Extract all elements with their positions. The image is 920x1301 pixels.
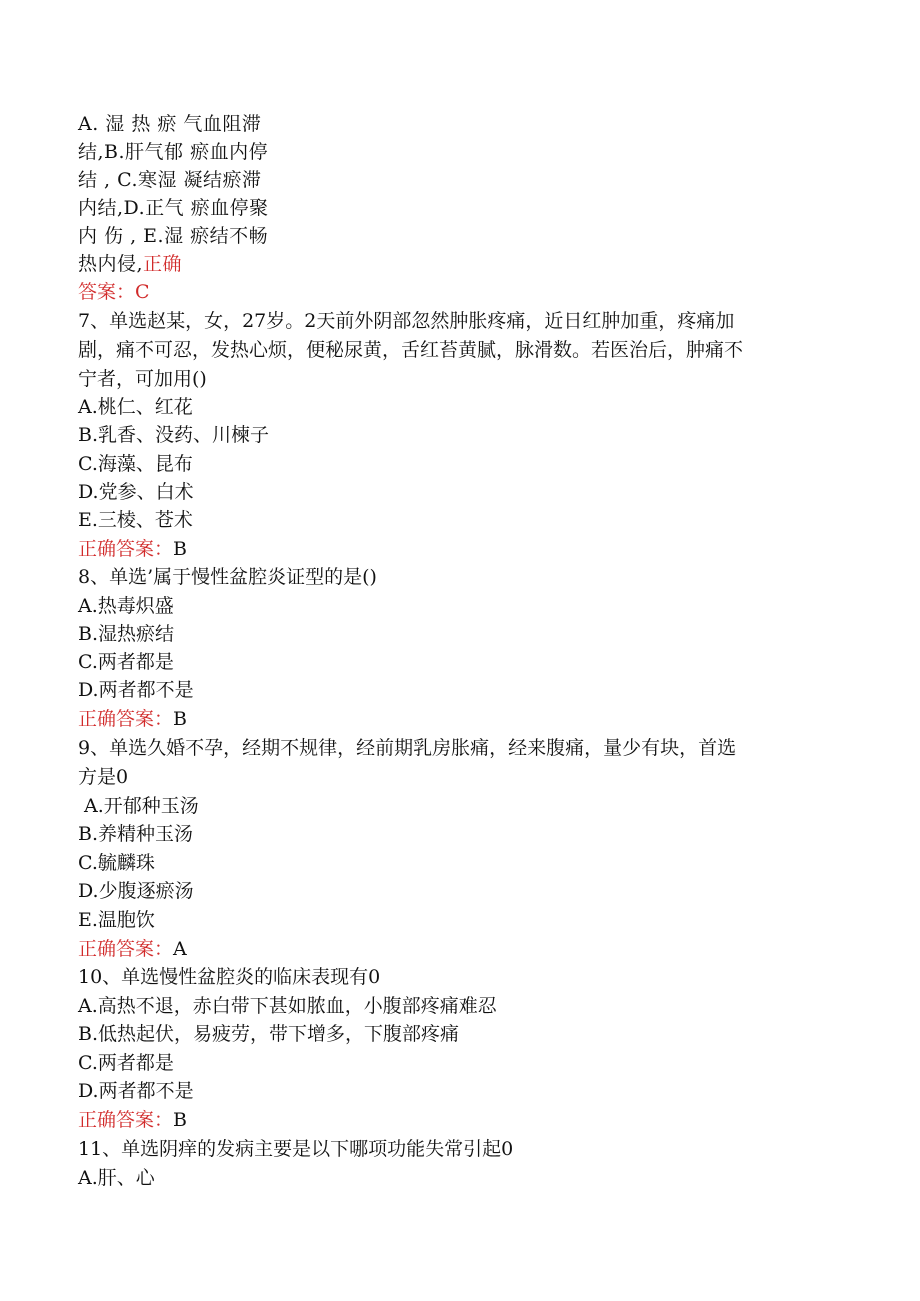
question-9-option: D.少腹逐瘀汤 [78,880,194,902]
question-7-option: B.乳香、没药、川楝子 [78,424,270,446]
option-line: 内结,D.正气 瘀血停聚 [78,197,269,219]
question-7-line: 剧，痛不可忍，发热心烦，便秘尿黄，舌红苔黄腻，脉滑数。若医治后，肿痛不 [78,339,744,361]
option-line: A. 湿 热 瘀 气血阻滞 [78,113,262,135]
question-9-line: 方是0 [78,766,129,788]
question-9-option: A.开郁种玉汤 [78,795,199,817]
question-9-line: 9、单选久婚不孕，经期不规律，经前期乳房胀痛，经来腹痛，量少有块，首选 [78,737,737,759]
option-line: 结,B.肝气郁 瘀血内停 [78,141,269,163]
question-8-option: B.湿热瘀结 [78,623,175,645]
question-11-option: A.肝、心 [78,1167,155,1189]
question-10-option: B.低热起伏，易疲劳，带下增多，下腹部疼痛 [78,1023,460,1045]
answer-line: 答案：C [78,281,150,303]
question-10-option: A.高热不退，赤白带下甚如脓血，小腹部疼痛难忍 [78,995,497,1017]
question-10-answer [78,1106,187,1134]
option-line: 内 伤 , E.湿 瘀结不畅 [78,225,269,247]
question-10-line: 10、单选慢性盆腔炎的临床表现有0 [78,966,381,988]
question-8-option: A.热毒炽盛 [78,595,174,617]
question-7-answer [78,535,187,563]
question-10-option: C.两者都是 [78,1052,174,1074]
question-7-option: A.桃仁、红花 [78,396,193,418]
question-9-option: C.毓麟珠 [78,852,155,874]
option-line: 结 , C.寒湿 凝结瘀滞 [78,169,262,191]
question-7-line: 宁者，可加用() [78,368,207,390]
tail-red-text: 正确 [143,253,183,275]
question-8-option: C.两者都是 [78,651,174,673]
answer-value: B [173,1109,187,1131]
question-9-option: E.温胞饮 [78,909,155,931]
question-7-line: 7、单选赵某，女，27岁。2天前外阴部忽然肿胀疼痛，近日红肿加重，疼痛加 [78,310,735,332]
question-9-answer [78,935,187,963]
answer-label: 正确答案： [78,938,174,960]
question-8-answer [78,705,187,733]
question-8-option: D.两者都不是 [78,679,194,701]
question-7-option: C.海藻、昆布 [78,453,193,475]
tail-text: 热内侵, [78,253,144,275]
question-8-line: 8、单选’属于慢性盆腔炎证型的是() [78,566,377,588]
answer-value: B [173,708,187,730]
option-line-tail [78,250,182,278]
question-10-option: D.两者都不是 [78,1080,194,1102]
answer-value: A [173,938,187,960]
question-7-option: E.三棱、苍术 [78,509,193,531]
answer-label: 正确答案： [78,1109,174,1131]
answer-value: B [173,538,187,560]
question-11-line: 11、单选阴痒的发病主要是以下哪项功能失常引起0 [78,1138,514,1160]
answer-label: 正确答案： [78,538,174,560]
answer-label: 正确答案： [78,708,174,730]
question-9-option: B.养精种玉汤 [78,823,194,845]
question-7-option: D.党参、白术 [78,481,194,503]
